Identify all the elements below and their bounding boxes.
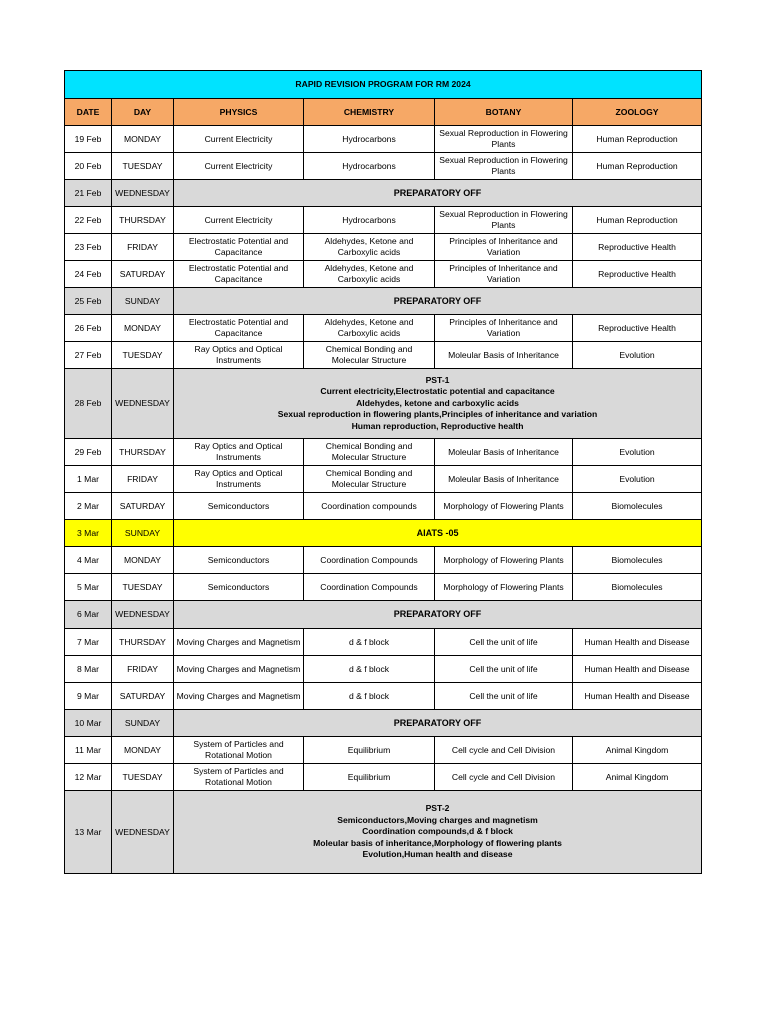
date-cell: 13 Mar <box>65 791 112 874</box>
chemistry-cell: Coordination Compounds <box>304 547 435 574</box>
botany-cell: Moleular Basis of Inheritance <box>435 439 573 466</box>
physics-cell: Semiconductors <box>174 493 304 520</box>
date-cell: 25 Feb <box>65 288 112 315</box>
test-syllabus-line: Human reproduction, Reproductive health <box>351 420 524 431</box>
chemistry-cell: Equilibrium <box>304 737 435 764</box>
day-cell: TUESDAY <box>112 342 174 369</box>
table-row <box>65 493 702 520</box>
day-cell: WEDNESDAY <box>112 791 174 874</box>
test-syllabus-line: Evolution,Human health and disease <box>362 849 513 860</box>
zoology-cell: Evolution <box>573 439 702 466</box>
test-syllabus-line: Semiconductors,Moving charges and magnetism <box>337 814 538 825</box>
table-row <box>65 315 702 342</box>
botany-cell: Cell the unit of life <box>435 656 573 683</box>
zoology-cell: Human Reproduction <box>573 126 702 153</box>
botany-cell: Cell cycle and Cell Division <box>435 737 573 764</box>
preparatory-off-row <box>65 710 702 737</box>
physics-cell: Ray Optics and Optical Instruments <box>174 466 304 493</box>
zoology-cell: Human Reproduction <box>573 153 702 180</box>
botany-cell: Moleular Basis of Inheritance <box>435 342 573 369</box>
chemistry-cell: d & f block <box>304 683 435 710</box>
physics-cell: Electrostatic Potential and Capacitance <box>174 261 304 288</box>
preparatory-off-row <box>65 180 702 207</box>
zoology-cell: Animal Kingdom <box>573 737 702 764</box>
date-cell: 8 Mar <box>65 656 112 683</box>
day-cell: WEDNESDAY <box>112 180 174 207</box>
botany-cell: Sexual Reproduction in Flowering Plants <box>435 153 573 180</box>
day-cell: MONDAY <box>112 737 174 764</box>
date-cell: 26 Feb <box>65 315 112 342</box>
day-cell: TUESDAY <box>112 764 174 791</box>
table-row <box>65 439 702 466</box>
preparatory-off-row <box>65 288 702 315</box>
test-syllabus-line: Aldehydes, ketone and carboxylic acids <box>356 397 519 408</box>
day-cell: FRIDAY <box>112 656 174 683</box>
chemistry-cell: Hydrocarbons <box>304 126 435 153</box>
test-syllabus-cell <box>174 369 702 439</box>
table-row <box>65 547 702 574</box>
table-row <box>65 629 702 656</box>
physics-cell: Semiconductors <box>174 547 304 574</box>
botany-cell: Morphology of Flowering Plants <box>435 574 573 601</box>
day-cell: THURSDAY <box>112 207 174 234</box>
table-row <box>65 466 702 493</box>
botany-cell: Cell cycle and Cell Division <box>435 764 573 791</box>
date-cell: 22 Feb <box>65 207 112 234</box>
day-cell: WEDNESDAY <box>112 369 174 439</box>
zoology-cell: Human Health and Disease <box>573 683 702 710</box>
zoology-cell: Evolution <box>573 466 702 493</box>
botany-cell: Morphology of Flowering Plants <box>435 547 573 574</box>
header-date: DATE <box>65 99 112 126</box>
table-row <box>65 126 702 153</box>
header-physics: PHYSICS <box>174 99 304 126</box>
revision-schedule-table <box>64 70 702 874</box>
day-cell: FRIDAY <box>112 466 174 493</box>
date-cell: 6 Mar <box>65 601 112 629</box>
day-cell: SATURDAY <box>112 683 174 710</box>
physics-cell: Ray Optics and Optical Instruments <box>174 439 304 466</box>
day-cell: TUESDAY <box>112 574 174 601</box>
chemistry-cell: Aldehydes, Ketone and Carboxylic acids <box>304 234 435 261</box>
chemistry-cell: Equilibrium <box>304 764 435 791</box>
date-cell: 12 Mar <box>65 764 112 791</box>
day-cell: SUNDAY <box>112 288 174 315</box>
date-cell: 10 Mar <box>65 710 112 737</box>
day-cell: MONDAY <box>112 126 174 153</box>
zoology-cell: Human Reproduction <box>573 207 702 234</box>
date-cell: 29 Feb <box>65 439 112 466</box>
zoology-cell: Reproductive Health <box>573 234 702 261</box>
test-name: PST-2 <box>425 803 450 814</box>
chemistry-cell: Aldehydes, Ketone and Carboxylic acids <box>304 315 435 342</box>
table-row <box>65 342 702 369</box>
chemistry-cell: d & f block <box>304 629 435 656</box>
test-label: AIATS -05 <box>174 520 702 547</box>
zoology-cell: Biomolecules <box>573 574 702 601</box>
test-name: PST-1 <box>425 374 450 385</box>
date-cell: 27 Feb <box>65 342 112 369</box>
zoology-cell: Human Health and Disease <box>573 629 702 656</box>
test-syllabus-line: Sexual reproduction in flowering plants,Principles of inheritance and variation <box>277 409 598 420</box>
chemistry-cell: Chemical Bonding and Molecular Structure <box>304 466 435 493</box>
botany-cell: Morphology of Flowering Plants <box>435 493 573 520</box>
day-cell: SUNDAY <box>112 710 174 737</box>
table-row <box>65 574 702 601</box>
chemistry-cell: Chemical Bonding and Molecular Structure <box>304 439 435 466</box>
botany-cell: Sexual Reproduction in Flowering Plants <box>435 126 573 153</box>
date-cell: 1 Mar <box>65 466 112 493</box>
day-cell: TUESDAY <box>112 153 174 180</box>
date-cell: 20 Feb <box>65 153 112 180</box>
day-cell: SUNDAY <box>112 520 174 547</box>
table-row <box>65 207 702 234</box>
botany-cell: Cell the unit of life <box>435 629 573 656</box>
date-cell: 28 Feb <box>65 369 112 439</box>
physics-cell: Current Electricity <box>174 207 304 234</box>
day-cell: SATURDAY <box>112 493 174 520</box>
test-syllabus-cell <box>174 791 702 874</box>
chemistry-cell: Coordination compounds <box>304 493 435 520</box>
zoology-cell: Reproductive Health <box>573 315 702 342</box>
day-cell: WEDNESDAY <box>112 601 174 629</box>
chemistry-cell: d & f block <box>304 656 435 683</box>
botany-cell: Sexual Reproduction in Flowering Plants <box>435 207 573 234</box>
schedule-title: RAPID REVISION PROGRAM FOR RM 2024 <box>65 71 702 99</box>
physics-cell: Electrostatic Potential and Capacitance <box>174 315 304 342</box>
physics-cell: Current Electricity <box>174 153 304 180</box>
date-cell: 23 Feb <box>65 234 112 261</box>
chemistry-cell: Aldehydes, Ketone and Carboxylic acids <box>304 261 435 288</box>
preparatory-off-label: PREPARATORY OFF <box>174 601 702 629</box>
day-cell: THURSDAY <box>112 439 174 466</box>
physics-cell: Semiconductors <box>174 574 304 601</box>
day-cell: SATURDAY <box>112 261 174 288</box>
table-row <box>65 153 702 180</box>
physics-cell: System of Particles and Rotational Motion <box>174 764 304 791</box>
header-day: DAY <box>112 99 174 126</box>
zoology-cell: Reproductive Health <box>573 261 702 288</box>
table-row <box>65 737 702 764</box>
day-cell: FRIDAY <box>112 234 174 261</box>
date-cell: 7 Mar <box>65 629 112 656</box>
physics-cell: Ray Optics and Optical Instruments <box>174 342 304 369</box>
date-cell: 11 Mar <box>65 737 112 764</box>
physics-cell: System of Particles and Rotational Motion <box>174 737 304 764</box>
zoology-cell: Biomolecules <box>573 547 702 574</box>
date-cell: 2 Mar <box>65 493 112 520</box>
header-botany: BOTANY <box>435 99 573 126</box>
zoology-cell: Evolution <box>573 342 702 369</box>
botany-cell: Principles of Inheritance and Variation <box>435 261 573 288</box>
day-cell: MONDAY <box>112 315 174 342</box>
botany-cell: Moleular Basis of Inheritance <box>435 466 573 493</box>
test-row <box>65 791 702 874</box>
date-cell: 5 Mar <box>65 574 112 601</box>
date-cell: 21 Feb <box>65 180 112 207</box>
header-row <box>65 99 702 126</box>
day-cell: MONDAY <box>112 547 174 574</box>
preparatory-off-label: PREPARATORY OFF <box>174 710 702 737</box>
date-cell: 9 Mar <box>65 683 112 710</box>
header-chemistry: CHEMISTRY <box>304 99 435 126</box>
test-syllabus-line: Current electricity,Electrostatic potential and capacitance <box>320 386 555 397</box>
physics-cell: Electrostatic Potential and Capacitance <box>174 234 304 261</box>
test-highlight-row <box>65 520 702 547</box>
table-row <box>65 234 702 261</box>
botany-cell: Principles of Inheritance and Variation <box>435 315 573 342</box>
physics-cell: Moving Charges and Magnetism <box>174 656 304 683</box>
preparatory-off-row <box>65 601 702 629</box>
preparatory-off-label: PREPARATORY OFF <box>174 288 702 315</box>
chemistry-cell: Hydrocarbons <box>304 153 435 180</box>
physics-cell: Moving Charges and Magnetism <box>174 629 304 656</box>
date-cell: 3 Mar <box>65 520 112 547</box>
zoology-cell: Biomolecules <box>573 493 702 520</box>
zoology-cell: Human Health and Disease <box>573 656 702 683</box>
chemistry-cell: Chemical Bonding and Molecular Structure <box>304 342 435 369</box>
test-syllabus-line: Coordination compounds,d & f block <box>362 826 513 837</box>
table-row <box>65 261 702 288</box>
botany-cell: Principles of Inheritance and Variation <box>435 234 573 261</box>
chemistry-cell: Hydrocarbons <box>304 207 435 234</box>
test-row <box>65 369 702 439</box>
header-zoology: ZOOLOGY <box>573 99 702 126</box>
preparatory-off-label: PREPARATORY OFF <box>174 180 702 207</box>
table-row <box>65 683 702 710</box>
zoology-cell: Animal Kingdom <box>573 764 702 791</box>
table-row <box>65 764 702 791</box>
table-row <box>65 656 702 683</box>
date-cell: 19 Feb <box>65 126 112 153</box>
botany-cell: Cell the unit of life <box>435 683 573 710</box>
date-cell: 4 Mar <box>65 547 112 574</box>
test-syllabus-line: Moleular basis of inheritance,Morphology of flowering plants <box>313 837 562 848</box>
physics-cell: Current Electricity <box>174 126 304 153</box>
day-cell: THURSDAY <box>112 629 174 656</box>
date-cell: 24 Feb <box>65 261 112 288</box>
physics-cell: Moving Charges and Magnetism <box>174 683 304 710</box>
chemistry-cell: Coordination Compounds <box>304 574 435 601</box>
